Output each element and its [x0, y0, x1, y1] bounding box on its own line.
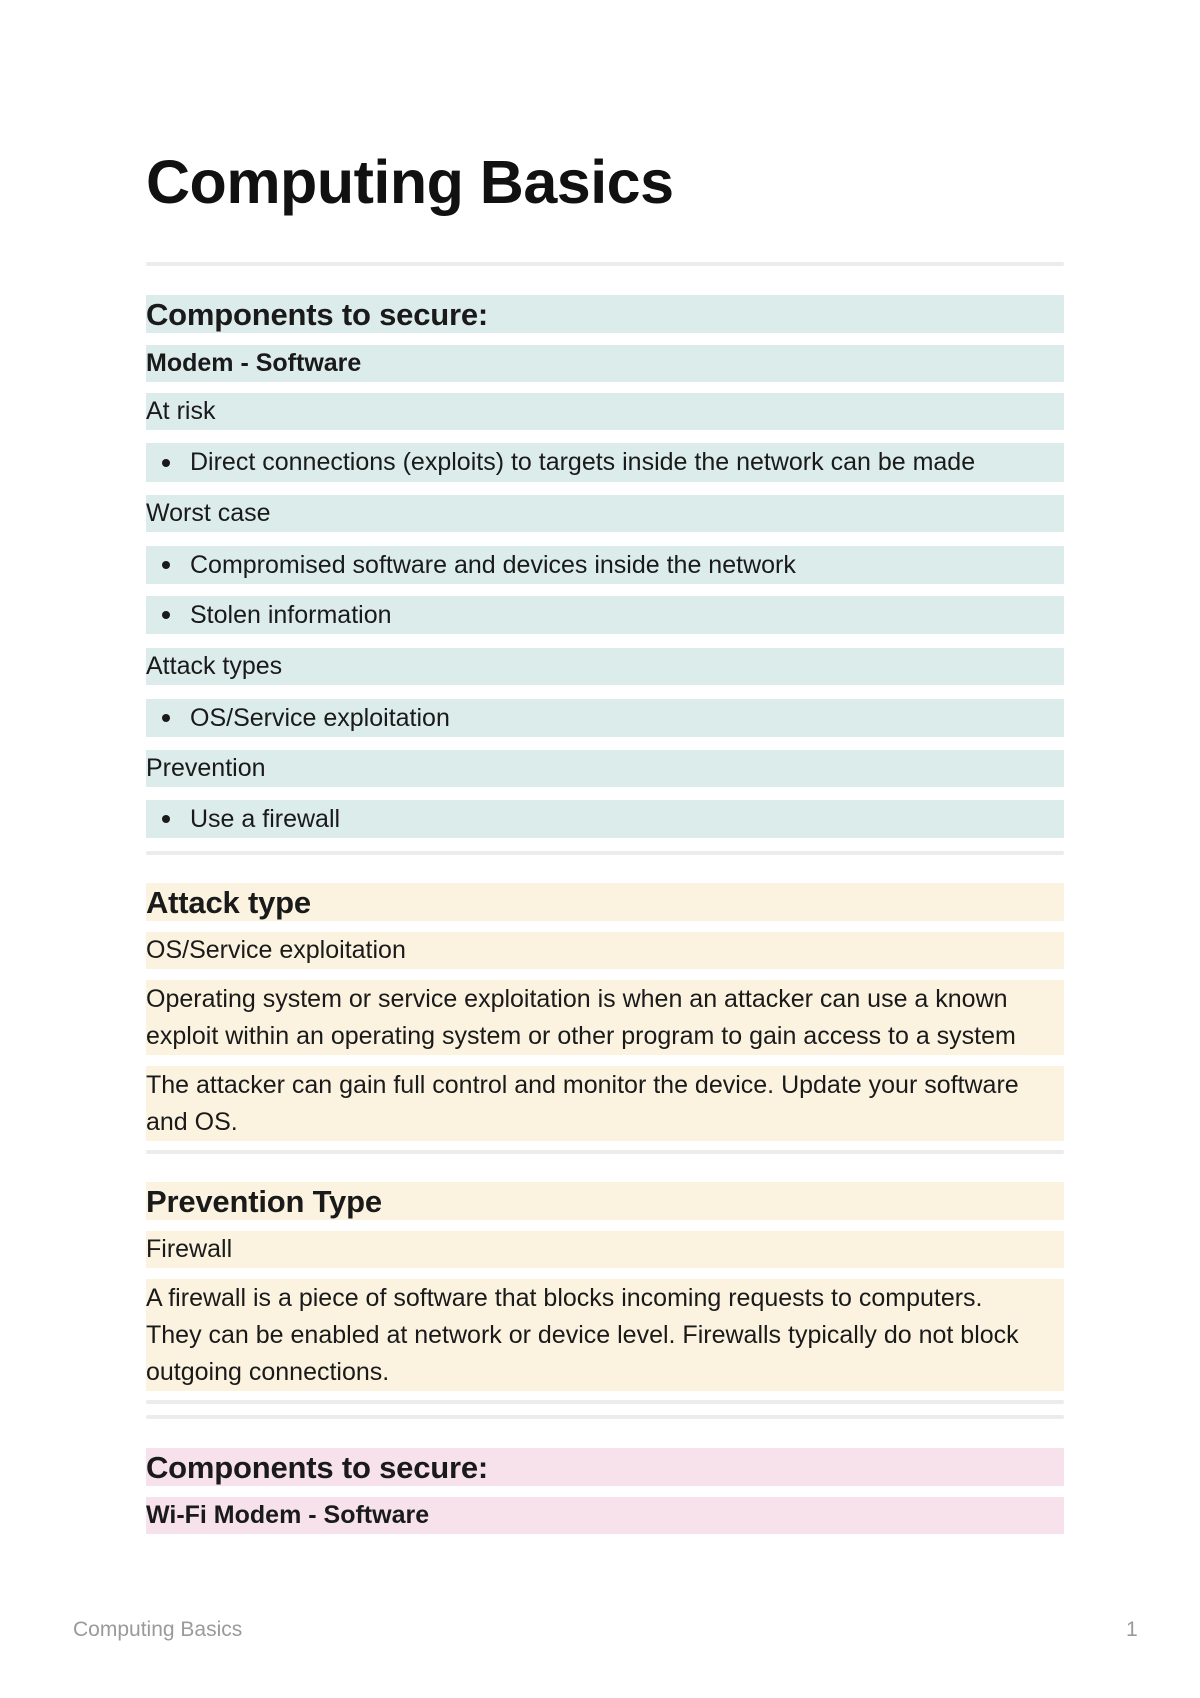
- divider: [146, 1150, 1064, 1154]
- paragraph-line: exploit within an operating system or other program to gain access to a system: [146, 1022, 1016, 1050]
- label-worst-case: Worst case: [146, 495, 1064, 532]
- section-heading: Prevention Type: [146, 1182, 1064, 1220]
- label-at-risk: At risk: [146, 393, 1064, 430]
- prevention-type-name: Firewall: [146, 1231, 1064, 1268]
- bullet-icon: [162, 561, 170, 569]
- section-subheading: Wi-Fi Modem - Software: [146, 1497, 1064, 1534]
- paragraph: [146, 1066, 1064, 1141]
- list-item-text: Direct connections (exploits) to targets inside the network can be made: [190, 448, 976, 476]
- section-heading: Attack type: [146, 883, 1064, 921]
- section-heading: Components to secure:: [146, 295, 1064, 333]
- divider: [146, 1415, 1064, 1419]
- paragraph-line: outgoing connections.: [146, 1358, 390, 1386]
- footer-page-number: 1: [1126, 1618, 1138, 1641]
- list-item: [146, 800, 1064, 838]
- paragraph: [146, 980, 1064, 1055]
- list-item: [146, 699, 1064, 737]
- list-item-text: Stolen information: [190, 600, 392, 629]
- attack-type-name: OS/Service exploitation: [146, 932, 1064, 969]
- footer-doc-name: Computing Basics: [73, 1618, 243, 1641]
- paragraph: [146, 1279, 1064, 1391]
- bullet-icon: [162, 815, 170, 823]
- bullet-icon: [162, 714, 170, 722]
- paragraph-line: A firewall is a piece of software that blocks incoming requests to computers.: [146, 1284, 983, 1312]
- list-item: [146, 546, 1064, 584]
- label-attack-types: Attack types: [146, 648, 1064, 685]
- section-subheading: Modem - Software: [146, 345, 1064, 382]
- divider: [146, 262, 1064, 266]
- list-item: [146, 443, 1064, 482]
- bullet-icon: [162, 611, 170, 619]
- list-item-text: Use a firewall: [190, 804, 341, 833]
- label-prevention: Prevention: [146, 750, 1064, 787]
- paragraph-line: They can be enabled at network or device level. Firewalls typically do not block: [146, 1321, 1019, 1349]
- bullet-icon: [162, 459, 170, 467]
- paragraph-line: The attacker can gain full control and monitor the device. Update your software: [146, 1071, 1019, 1099]
- divider: [146, 1400, 1064, 1404]
- divider: [146, 851, 1064, 855]
- list-item-text: Compromised software and devices inside the network: [190, 550, 796, 579]
- paragraph-line: and OS.: [146, 1108, 238, 1136]
- paragraph-line: Operating system or service exploitation is when an attacker can use a known: [146, 985, 1008, 1013]
- list-item-text: OS/Service exploitation: [190, 703, 450, 732]
- page-title: Computing Basics: [146, 148, 674, 216]
- list-item: [146, 596, 1064, 634]
- section-heading: Components to secure:: [146, 1448, 1064, 1486]
